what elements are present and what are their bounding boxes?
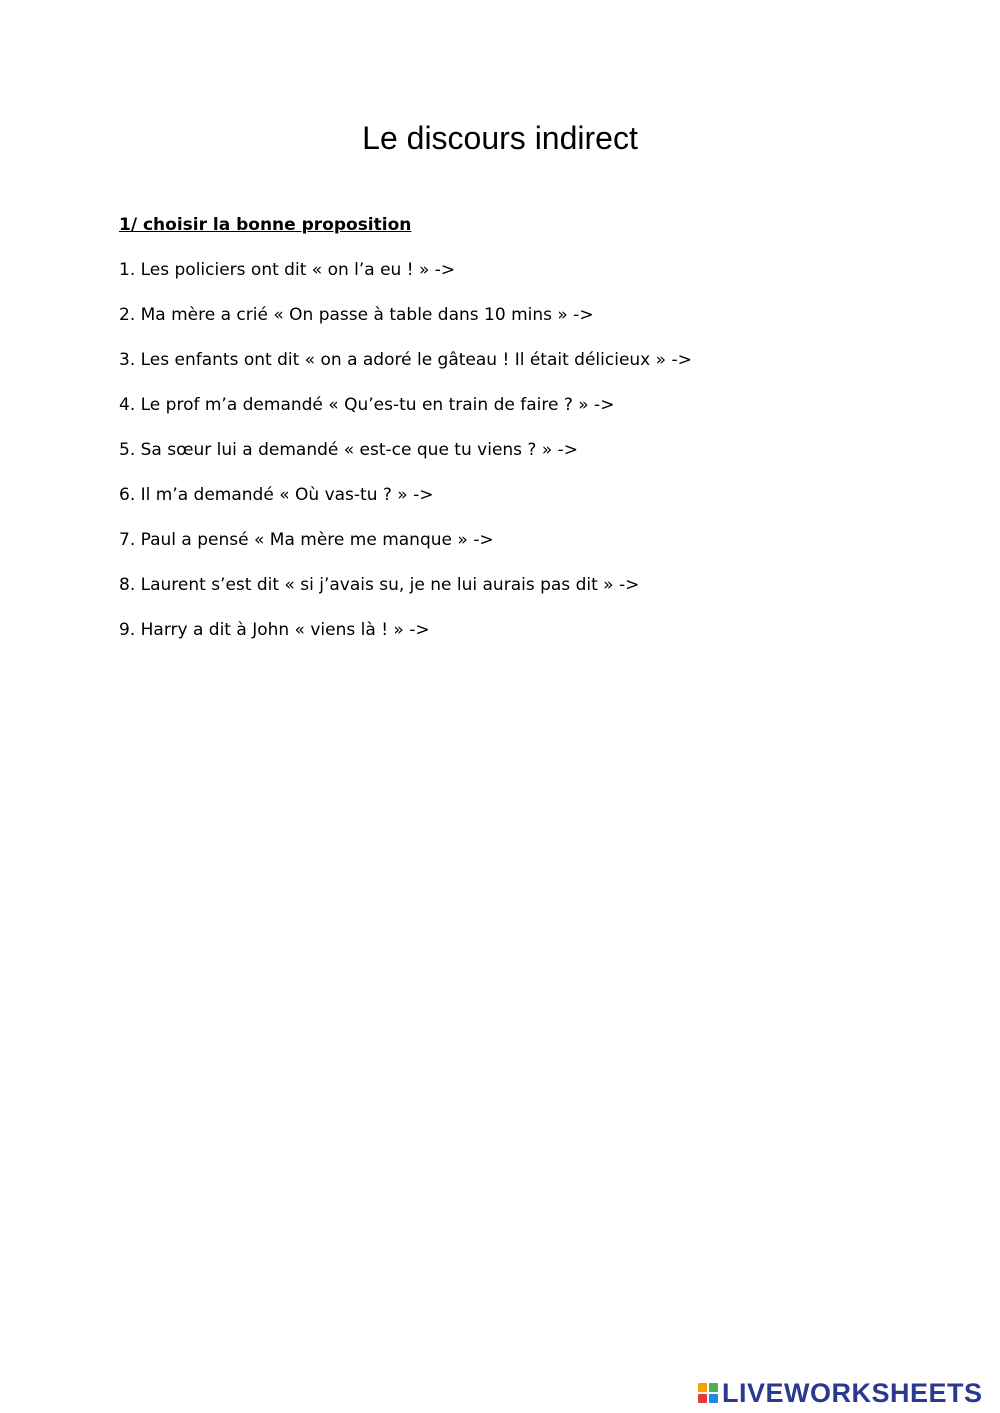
section-heading: 1/ choisir la bonne proposition bbox=[119, 215, 412, 235]
liveworksheets-logo bbox=[698, 1378, 983, 1408]
exercise-item-2: 2. Ma mère a crié « On passe à table dans 10 mins » -> bbox=[119, 305, 594, 325]
exercise-item-1: 1. Les policiers ont dit « on l’a eu ! » -> bbox=[119, 260, 456, 280]
logo-text: LIVEWORKSHEETS bbox=[722, 1378, 983, 1408]
logo-block-2 bbox=[709, 1383, 718, 1392]
page-title: Le discours indirect bbox=[362, 120, 638, 156]
exercise-item-6: 6. Il m’a demandé « Où vas-tu ? » -> bbox=[119, 485, 434, 505]
liveworksheets-logo-icon bbox=[698, 1383, 718, 1403]
logo-block-1 bbox=[698, 1383, 707, 1392]
exercise-item-8: 8. Laurent s’est dit « si j’avais su, je ne lui aurais pas dit » -> bbox=[119, 575, 640, 595]
exercise-item-9: 9. Harry a dit à John « viens là ! » -> bbox=[119, 620, 430, 640]
exercise-item-5: 5. Sa sœur lui a demandé « est-ce que tu viens ? » -> bbox=[119, 440, 579, 460]
exercise-item-4: 4. Le prof m’a demandé « Qu’es-tu en train de faire ? » -> bbox=[119, 395, 615, 415]
exercise-item-7: 7. Paul a pensé « Ma mère me manque » -> bbox=[119, 530, 494, 550]
exercise-item-3: 3. Les enfants ont dit « on a adoré le gâteau ! Il était délicieux » -> bbox=[119, 350, 692, 370]
logo-block-3 bbox=[698, 1394, 707, 1403]
exercise-list bbox=[119, 258, 692, 663]
logo-block-4 bbox=[709, 1394, 718, 1403]
